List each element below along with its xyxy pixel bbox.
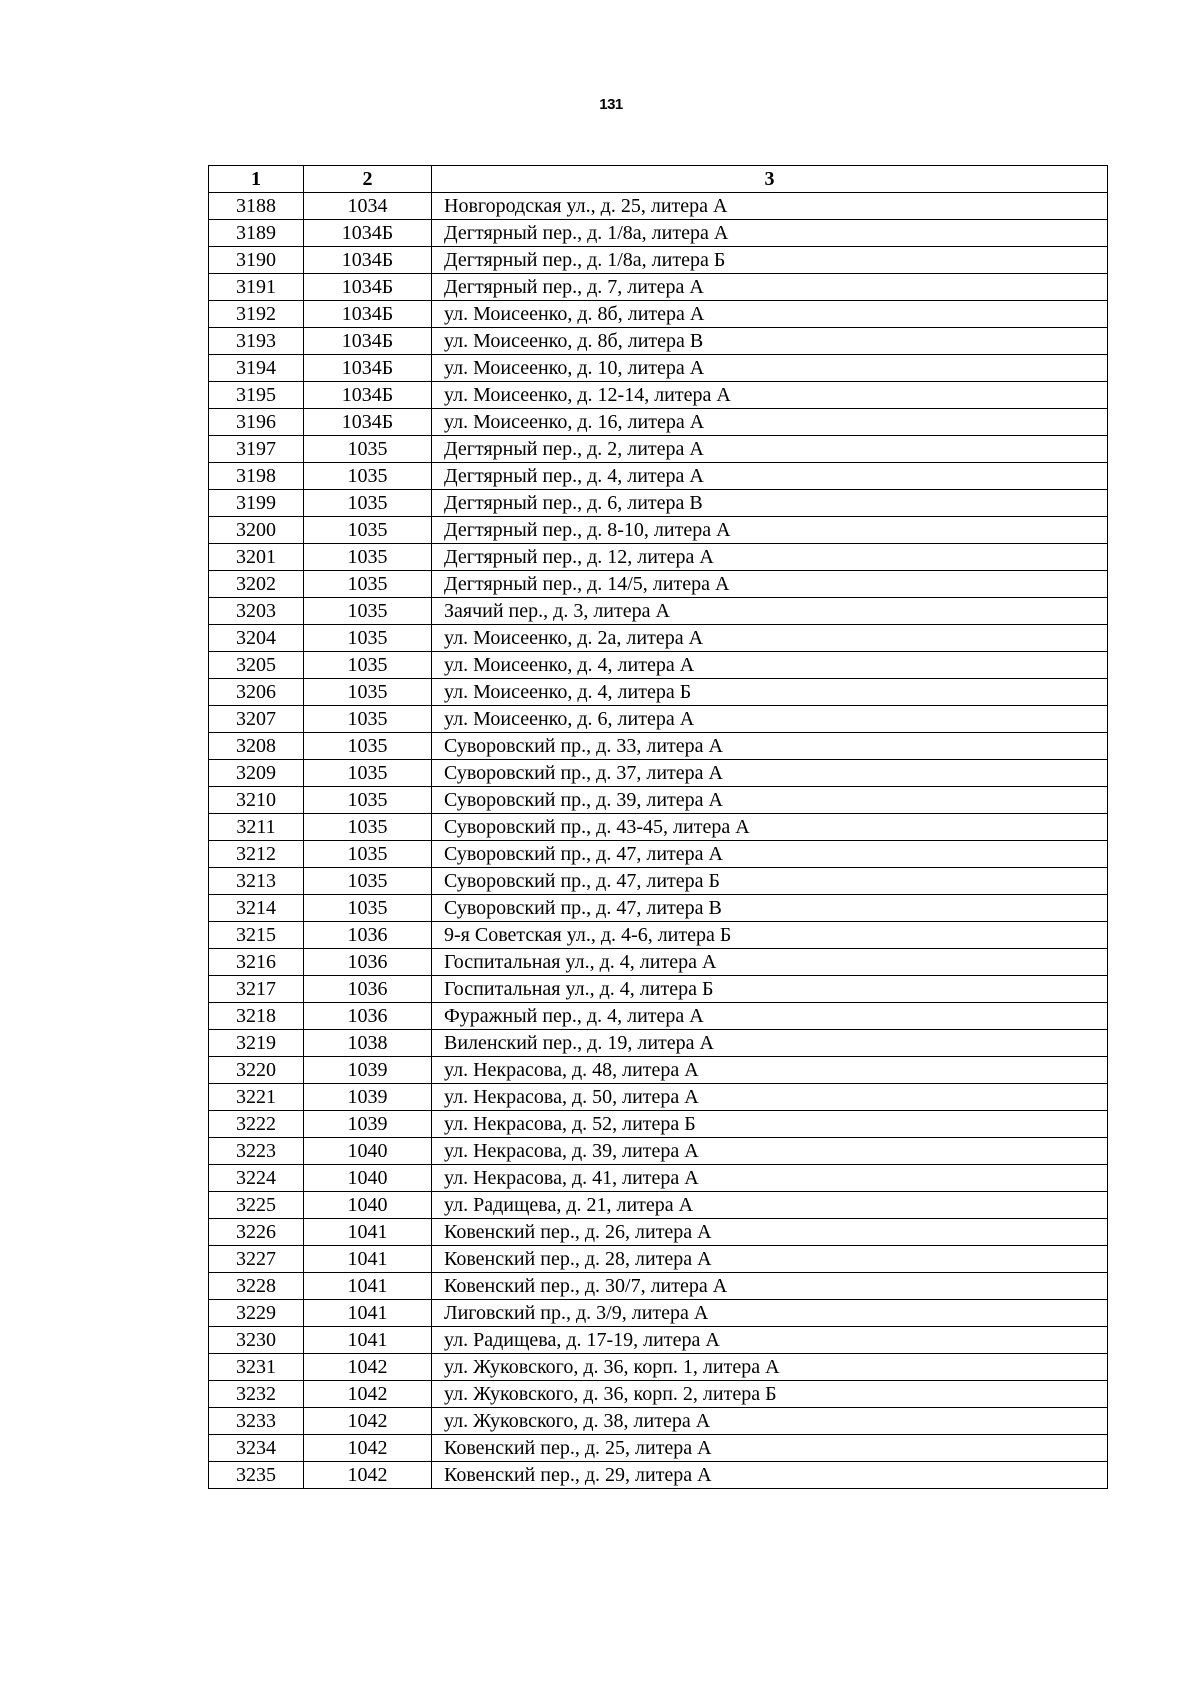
row-number-cell: 3231 bbox=[209, 1354, 304, 1381]
table-row bbox=[209, 652, 1108, 679]
group-code-cell: 1035 bbox=[304, 625, 432, 652]
row-number-cell: 3205 bbox=[209, 652, 304, 679]
row-number-cell: 3209 bbox=[209, 760, 304, 787]
row-number-cell: 3201 bbox=[209, 544, 304, 571]
address-cell: ул. Некрасова, д. 39, литера А bbox=[432, 1138, 1108, 1165]
row-number-cell: 3207 bbox=[209, 706, 304, 733]
group-code-cell: 1042 bbox=[304, 1354, 432, 1381]
table-row bbox=[209, 733, 1108, 760]
group-code-cell: 1041 bbox=[304, 1300, 432, 1327]
row-number-cell: 3223 bbox=[209, 1138, 304, 1165]
group-code-cell: 1041 bbox=[304, 1273, 432, 1300]
address-cell: Дегтярный пер., д. 1/8а, литера Б bbox=[432, 247, 1108, 274]
table-row bbox=[209, 328, 1108, 355]
table-row bbox=[209, 220, 1108, 247]
address-cell: Суворовский пр., д. 37, литера А bbox=[432, 760, 1108, 787]
table-row bbox=[209, 1030, 1108, 1057]
address-cell: Дегтярный пер., д. 14/5, литера А bbox=[432, 571, 1108, 598]
table-row bbox=[209, 1219, 1108, 1246]
row-number-cell: 3227 bbox=[209, 1246, 304, 1273]
address-cell: ул. Моисеенко, д. 8б, литера В bbox=[432, 328, 1108, 355]
table-row bbox=[209, 382, 1108, 409]
address-cell: Дегтярный пер., д. 12, литера А bbox=[432, 544, 1108, 571]
row-number-cell: 3226 bbox=[209, 1219, 304, 1246]
address-cell: Суворовский пр., д. 47, литера А bbox=[432, 841, 1108, 868]
address-cell: ул. Радищева, д. 17-19, литера А bbox=[432, 1327, 1108, 1354]
row-number-cell: 3213 bbox=[209, 868, 304, 895]
row-number-cell: 3217 bbox=[209, 976, 304, 1003]
row-number-cell: 3191 bbox=[209, 274, 304, 301]
group-code-cell: 1035 bbox=[304, 571, 432, 598]
address-cell: Суворовский пр., д. 47, литера Б bbox=[432, 868, 1108, 895]
row-number-cell: 3198 bbox=[209, 463, 304, 490]
address-cell: Ковенский пер., д. 29, литера А bbox=[432, 1462, 1108, 1489]
table-row bbox=[209, 949, 1108, 976]
address-cell: Новгородская ул., д. 25, литера А bbox=[432, 193, 1108, 220]
row-number-cell: 3208 bbox=[209, 733, 304, 760]
group-code-cell: 1036 bbox=[304, 949, 432, 976]
group-code-cell: 1035 bbox=[304, 733, 432, 760]
row-number-cell: 3212 bbox=[209, 841, 304, 868]
table-row bbox=[209, 976, 1108, 1003]
table-row bbox=[209, 1138, 1108, 1165]
row-number-cell: 3206 bbox=[209, 679, 304, 706]
column-header-3: 3 bbox=[432, 166, 1108, 193]
table-row bbox=[209, 760, 1108, 787]
table-row bbox=[209, 1354, 1108, 1381]
group-code-cell: 1041 bbox=[304, 1327, 432, 1354]
address-cell: Дегтярный пер., д. 1/8а, литера А bbox=[432, 220, 1108, 247]
row-number-cell: 3216 bbox=[209, 949, 304, 976]
row-number-cell: 3190 bbox=[209, 247, 304, 274]
group-code-cell: 1034Б bbox=[304, 355, 432, 382]
group-code-cell: 1035 bbox=[304, 436, 432, 463]
table-row bbox=[209, 463, 1108, 490]
row-number-cell: 3232 bbox=[209, 1381, 304, 1408]
address-cell: Дегтярный пер., д. 8-10, литера А bbox=[432, 517, 1108, 544]
address-cell: ул. Моисеенко, д. 12-14, литера А bbox=[432, 382, 1108, 409]
group-code-cell: 1035 bbox=[304, 706, 432, 733]
row-number-cell: 3211 bbox=[209, 814, 304, 841]
address-cell: Ковенский пер., д. 28, литера А bbox=[432, 1246, 1108, 1273]
group-code-cell: 1034Б bbox=[304, 382, 432, 409]
row-number-cell: 3199 bbox=[209, 490, 304, 517]
table-row bbox=[209, 1408, 1108, 1435]
table-row bbox=[209, 247, 1108, 274]
table-row bbox=[209, 1246, 1108, 1273]
table-row bbox=[209, 409, 1108, 436]
address-cell: Суворовский пр., д. 33, литера А bbox=[432, 733, 1108, 760]
table-row bbox=[209, 355, 1108, 382]
table-row bbox=[209, 814, 1108, 841]
row-number-cell: 3230 bbox=[209, 1327, 304, 1354]
group-code-cell: 1039 bbox=[304, 1057, 432, 1084]
group-code-cell: 1035 bbox=[304, 490, 432, 517]
address-cell: Ковенский пер., д. 25, литера А bbox=[432, 1435, 1108, 1462]
row-number-cell: 3197 bbox=[209, 436, 304, 463]
table-row bbox=[209, 787, 1108, 814]
group-code-cell: 1039 bbox=[304, 1084, 432, 1111]
column-header-2: 2 bbox=[304, 166, 432, 193]
table-row bbox=[209, 274, 1108, 301]
address-cell: Дегтярный пер., д. 6, литера В bbox=[432, 490, 1108, 517]
group-code-cell: 1035 bbox=[304, 598, 432, 625]
group-code-cell: 1036 bbox=[304, 922, 432, 949]
table-row bbox=[209, 1435, 1108, 1462]
address-cell: Суворовский пр., д. 39, литера А bbox=[432, 787, 1108, 814]
row-number-cell: 3195 bbox=[209, 382, 304, 409]
group-code-cell: 1035 bbox=[304, 652, 432, 679]
row-number-cell: 3229 bbox=[209, 1300, 304, 1327]
group-code-cell: 1042 bbox=[304, 1435, 432, 1462]
row-number-cell: 3200 bbox=[209, 517, 304, 544]
address-cell: Дегтярный пер., д. 2, литера А bbox=[432, 436, 1108, 463]
row-number-cell: 3189 bbox=[209, 220, 304, 247]
table-row bbox=[209, 517, 1108, 544]
table-row bbox=[209, 841, 1108, 868]
table-row bbox=[209, 868, 1108, 895]
group-code-cell: 1034Б bbox=[304, 247, 432, 274]
address-cell: ул. Моисеенко, д. 2а, литера А bbox=[432, 625, 1108, 652]
row-number-cell: 3194 bbox=[209, 355, 304, 382]
group-code-cell: 1035 bbox=[304, 868, 432, 895]
table-row bbox=[209, 436, 1108, 463]
address-cell: ул. Некрасова, д. 52, литера Б bbox=[432, 1111, 1108, 1138]
group-code-cell: 1038 bbox=[304, 1030, 432, 1057]
table-row bbox=[209, 625, 1108, 652]
group-code-cell: 1034Б bbox=[304, 301, 432, 328]
address-cell: ул. Жуковского, д. 36, корп. 2, литера Б bbox=[432, 1381, 1108, 1408]
row-number-cell: 3224 bbox=[209, 1165, 304, 1192]
table-row bbox=[209, 1381, 1108, 1408]
address-cell: Виленский пер., д. 19, литера А bbox=[432, 1030, 1108, 1057]
address-cell: Ковенский пер., д. 26, литера А bbox=[432, 1219, 1108, 1246]
group-code-cell: 1035 bbox=[304, 895, 432, 922]
address-cell: ул. Радищева, д. 21, литера А bbox=[432, 1192, 1108, 1219]
row-number-cell: 3220 bbox=[209, 1057, 304, 1084]
table-row bbox=[209, 895, 1108, 922]
group-code-cell: 1042 bbox=[304, 1408, 432, 1435]
group-code-cell: 1035 bbox=[304, 760, 432, 787]
table-row bbox=[209, 544, 1108, 571]
address-cell: ул. Некрасова, д. 48, литера А bbox=[432, 1057, 1108, 1084]
address-cell: 9-я Советская ул., д. 4-6, литера Б bbox=[432, 922, 1108, 949]
address-cell: ул. Моисеенко, д. 8б, литера А bbox=[432, 301, 1108, 328]
row-number-cell: 3193 bbox=[209, 328, 304, 355]
table-row bbox=[209, 571, 1108, 598]
row-number-cell: 3196 bbox=[209, 409, 304, 436]
address-cell: Суворовский пр., д. 43-45, литера А bbox=[432, 814, 1108, 841]
table-row bbox=[209, 706, 1108, 733]
group-code-cell: 1041 bbox=[304, 1246, 432, 1273]
table-row bbox=[209, 1084, 1108, 1111]
address-cell: ул. Моисеенко, д. 10, литера А bbox=[432, 355, 1108, 382]
address-table bbox=[208, 165, 1108, 1489]
row-number-cell: 3188 bbox=[209, 193, 304, 220]
address-cell: ул. Моисеенко, д. 16, литера А bbox=[432, 409, 1108, 436]
group-code-cell: 1040 bbox=[304, 1192, 432, 1219]
group-code-cell: 1040 bbox=[304, 1138, 432, 1165]
row-number-cell: 3235 bbox=[209, 1462, 304, 1489]
table-row bbox=[209, 598, 1108, 625]
group-code-cell: 1035 bbox=[304, 679, 432, 706]
address-cell: ул. Моисеенко, д. 4, литера А bbox=[432, 652, 1108, 679]
group-code-cell: 1034Б bbox=[304, 409, 432, 436]
row-number-cell: 3192 bbox=[209, 301, 304, 328]
row-number-cell: 3222 bbox=[209, 1111, 304, 1138]
group-code-cell: 1042 bbox=[304, 1381, 432, 1408]
table-row bbox=[209, 1111, 1108, 1138]
row-number-cell: 3218 bbox=[209, 1003, 304, 1030]
address-cell: Госпитальная ул., д. 4, литера Б bbox=[432, 976, 1108, 1003]
group-code-cell: 1035 bbox=[304, 463, 432, 490]
address-cell: Лиговский пр., д. 3/9, литера А bbox=[432, 1300, 1108, 1327]
table-row bbox=[209, 1192, 1108, 1219]
row-number-cell: 3233 bbox=[209, 1408, 304, 1435]
row-number-cell: 3214 bbox=[209, 895, 304, 922]
group-code-cell: 1035 bbox=[304, 787, 432, 814]
address-cell: Заячий пер., д. 3, литера А bbox=[432, 598, 1108, 625]
group-code-cell: 1034Б bbox=[304, 328, 432, 355]
address-cell: Дегтярный пер., д. 4, литера А bbox=[432, 463, 1108, 490]
row-number-cell: 3228 bbox=[209, 1273, 304, 1300]
group-code-cell: 1035 bbox=[304, 841, 432, 868]
table-row bbox=[209, 193, 1108, 220]
address-cell: Суворовский пр., д. 47, литера В bbox=[432, 895, 1108, 922]
address-cell: ул. Моисеенко, д. 6, литера А bbox=[432, 706, 1108, 733]
address-cell: ул. Некрасова, д. 50, литера А bbox=[432, 1084, 1108, 1111]
group-code-cell: 1035 bbox=[304, 544, 432, 571]
address-cell: Ковенский пер., д. 30/7, литера А bbox=[432, 1273, 1108, 1300]
row-number-cell: 3234 bbox=[209, 1435, 304, 1462]
table-row bbox=[209, 1003, 1108, 1030]
table-row bbox=[209, 922, 1108, 949]
group-code-cell: 1036 bbox=[304, 1003, 432, 1030]
address-cell: Госпитальная ул., д. 4, литера А bbox=[432, 949, 1108, 976]
table-row bbox=[209, 490, 1108, 517]
group-code-cell: 1034Б bbox=[304, 274, 432, 301]
row-number-cell: 3219 bbox=[209, 1030, 304, 1057]
row-number-cell: 3203 bbox=[209, 598, 304, 625]
address-cell: ул. Моисеенко, д. 4, литера Б bbox=[432, 679, 1108, 706]
row-number-cell: 3210 bbox=[209, 787, 304, 814]
table-row bbox=[209, 301, 1108, 328]
header-row bbox=[209, 166, 1108, 193]
group-code-cell: 1040 bbox=[304, 1165, 432, 1192]
table-row bbox=[209, 1273, 1108, 1300]
group-code-cell: 1039 bbox=[304, 1111, 432, 1138]
group-code-cell: 1034Б bbox=[304, 220, 432, 247]
row-number-cell: 3221 bbox=[209, 1084, 304, 1111]
table-row bbox=[209, 1165, 1108, 1192]
column-header-1: 1 bbox=[209, 166, 304, 193]
row-number-cell: 3204 bbox=[209, 625, 304, 652]
table-row bbox=[209, 679, 1108, 706]
address-cell: ул. Жуковского, д. 36, корп. 1, литера А bbox=[432, 1354, 1108, 1381]
address-cell: Дегтярный пер., д. 7, литера А bbox=[432, 274, 1108, 301]
group-code-cell: 1034 bbox=[304, 193, 432, 220]
row-number-cell: 3215 bbox=[209, 922, 304, 949]
address-cell: ул. Жуковского, д. 38, литера А bbox=[432, 1408, 1108, 1435]
page-number: 131 bbox=[599, 96, 623, 113]
group-code-cell: 1036 bbox=[304, 976, 432, 1003]
group-code-cell: 1042 bbox=[304, 1462, 432, 1489]
row-number-cell: 3225 bbox=[209, 1192, 304, 1219]
address-cell: ул. Некрасова, д. 41, литера А bbox=[432, 1165, 1108, 1192]
table-row bbox=[209, 1300, 1108, 1327]
table-row bbox=[209, 1327, 1108, 1354]
row-number-cell: 3202 bbox=[209, 571, 304, 598]
table-row bbox=[209, 1462, 1108, 1489]
group-code-cell: 1035 bbox=[304, 517, 432, 544]
group-code-cell: 1041 bbox=[304, 1219, 432, 1246]
group-code-cell: 1035 bbox=[304, 814, 432, 841]
address-cell: Фуражный пер., д. 4, литера А bbox=[432, 1003, 1108, 1030]
table-row bbox=[209, 1057, 1108, 1084]
table-body bbox=[209, 193, 1108, 1489]
